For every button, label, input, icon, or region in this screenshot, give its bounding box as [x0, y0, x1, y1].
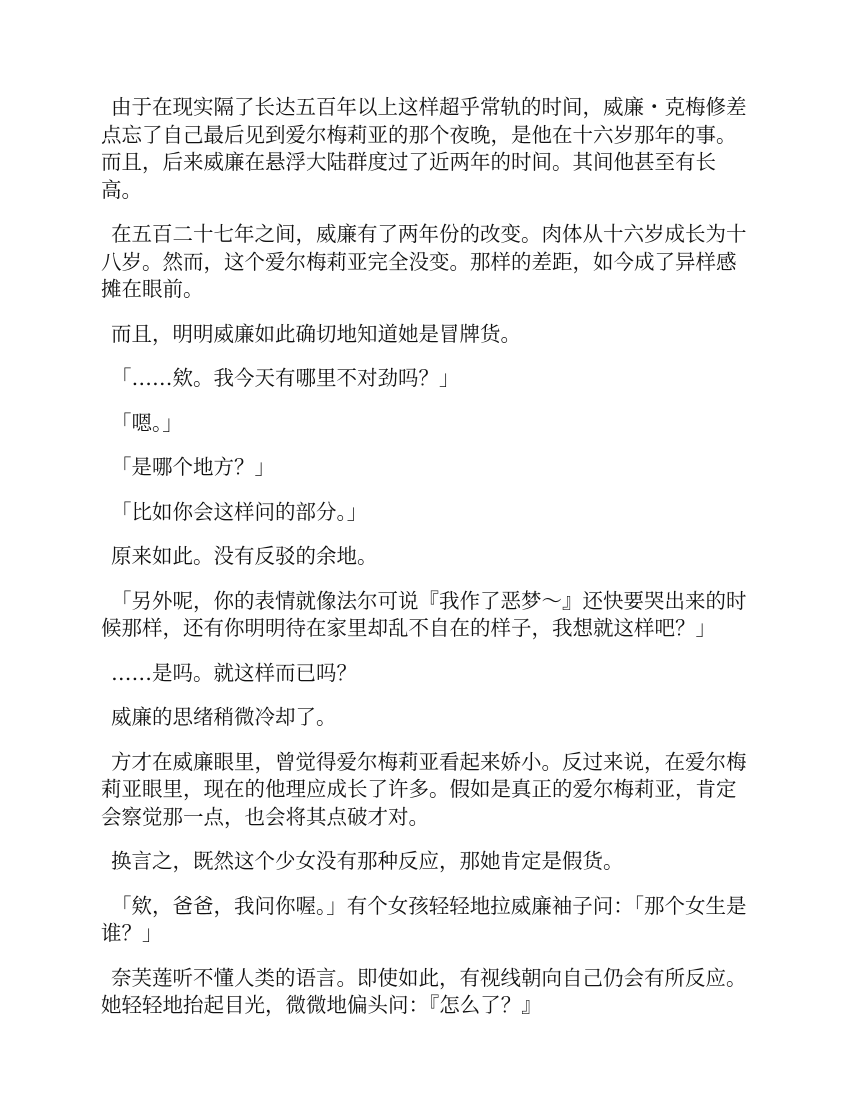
dialogue-paragraph: 「另外呢，你的表情就像法尔可说『我作了恶梦～』还快要哭出来的时候那样，还有你明明待在家里却乱不自在的样子，我想就这样吧？」 [101, 588, 747, 640]
dialogue-paragraph: 「欸，爸爸，我问你喔。」有个女孩轻轻地拉威廉袖子问：「那个女生是谁？」 [101, 893, 747, 945]
paragraph: 由于在现实隔了长达五百年以上这样超乎常轨的时间，威廉・克梅修差点忘了自己最后见到爱尔梅莉亚的那个夜晚，是他在十六岁那年的事。而且，后来威廉在悬浮大陆群度过了近两年的时间。其间他甚至有长高。 [101, 95, 747, 202]
dialogue-paragraph: 「……欸。我今天有哪里不对劲吗？」 [111, 366, 460, 390]
paragraph: 换言之，既然这个少女没有那种反应，那她肯定是假货。 [111, 849, 624, 873]
paragraph: ……是吗。就这样而已吗？ [111, 660, 357, 685]
document-page [101, 94, 753, 1037]
paragraph: 威廉的思绪稍微冷却了。 [111, 705, 337, 729]
dialogue-paragraph: 「比如你会这样问的部分。」 [111, 499, 368, 524]
dialogue-paragraph: 「嗯。」 [111, 410, 183, 435]
paragraph: 在五百二十七年之间，威廉有了两年份的改变。肉体从十六岁成长为十八岁。然而，这个爱尔梅莉亚完全没变。那样的差距，如今成了异样感摊在眼前。 [101, 222, 747, 301]
dialogue-paragraph: 「是哪个地方？」 [111, 455, 275, 479]
paragraph: 奈芙莲听不懂人类的语言。即使如此，有视线朝向自己仍会有所反应。她轻轻地抬起目光，微微地偏头问：『怎么了？』 [101, 965, 747, 1017]
paragraph: 而且，明明威廉如此确切地知道她是冒牌货。 [111, 321, 521, 346]
paragraph: 方才在威廉眼里，曾觉得爱尔梅莉亚看起来娇小。反过来说，在爱尔梅莉亚眼里，现在的他理应成长了许多。假如是真正的爱尔梅莉亚，肯定会察觉那一点，也会将其点破才对。 [101, 749, 747, 829]
paragraph: 原来如此。没有反驳的余地。 [111, 544, 378, 568]
